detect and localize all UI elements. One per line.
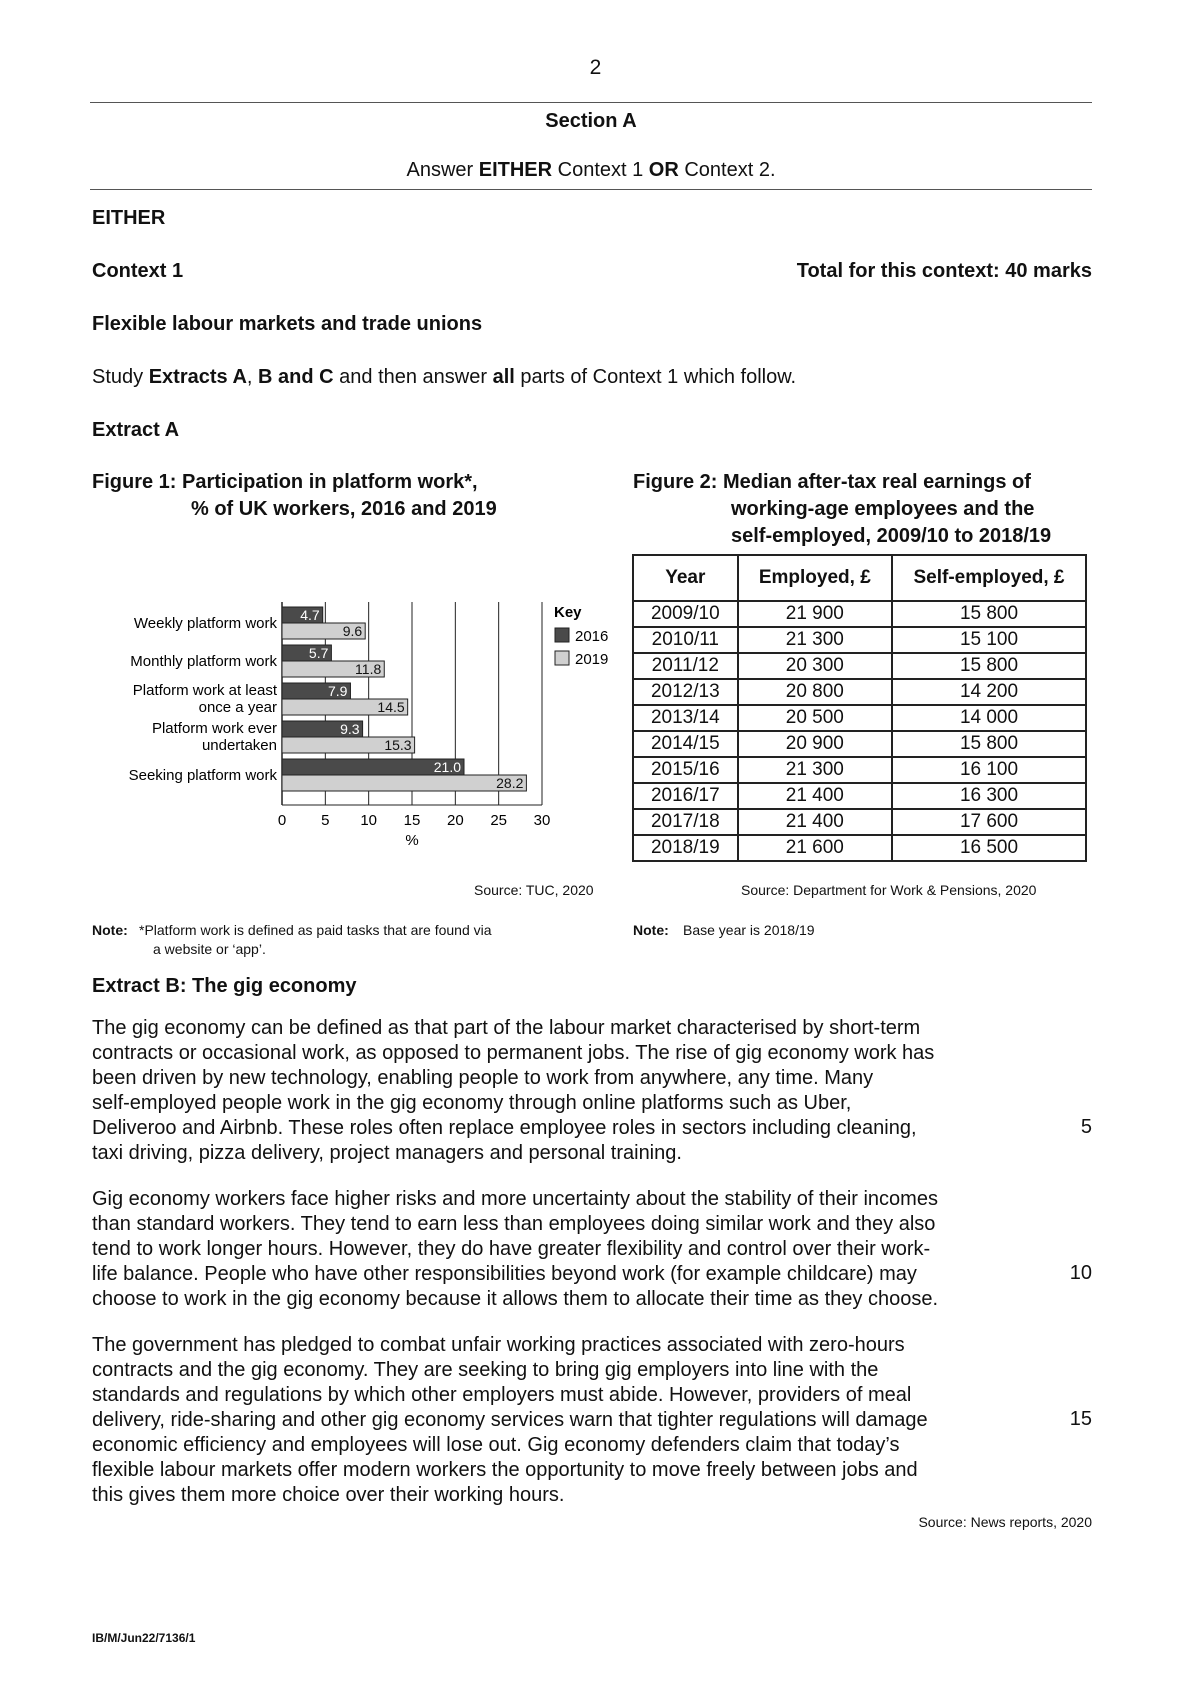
paragraph-line: The government has pledged to combat unfair working practices associated with zero-hours bbox=[92, 1334, 905, 1356]
bar-value-label: 5.7 bbox=[308, 645, 329, 661]
context-label: Context 1 bbox=[92, 260, 184, 282]
chart-x-label: % bbox=[405, 832, 419, 849]
bar-value-label: 15.3 bbox=[384, 737, 412, 753]
bar-value-label: 9.6 bbox=[342, 623, 363, 639]
chart-bars bbox=[282, 607, 526, 791]
paragraph-line: tend to work longer hours. However, they do have greater flexibility and control over their work- bbox=[92, 1238, 931, 1260]
category-label: Weekly platform work bbox=[133, 615, 277, 632]
employed-cell: 21 300 bbox=[738, 627, 892, 653]
self-employed-cell: 16 500 bbox=[892, 835, 1086, 861]
table-row bbox=[633, 705, 1086, 731]
page-number: 2 bbox=[589, 56, 602, 79]
paragraph-line: life balance. People who have other responsibilities beyond work (for example childcare) may bbox=[92, 1263, 917, 1285]
paragraph-line: flexible labour markets offer modern workers the opportunity to move freely between jobs and bbox=[92, 1459, 918, 1481]
paragraph-line: standards and regulations by which other employers must abide. However, providers of meal bbox=[92, 1384, 912, 1406]
paragraph-line: been driven by new technology, enabling people to work from anywhere, any time. Many bbox=[92, 1067, 874, 1089]
either-label: EITHER bbox=[92, 207, 166, 229]
extract-b-paragraph-3 bbox=[92, 1333, 1062, 1508]
table-row bbox=[633, 731, 1086, 757]
bar-value-label: 9.3 bbox=[340, 721, 360, 737]
study-extracts-bc: B and C bbox=[258, 366, 334, 388]
x-tick-label: 15 bbox=[403, 812, 421, 829]
extract-b-title: Extract B: The gig economy bbox=[92, 975, 357, 997]
table-row bbox=[633, 783, 1086, 809]
year-cell: 2013/14 bbox=[633, 705, 738, 731]
year-cell: 2018/19 bbox=[633, 835, 738, 861]
paragraph-line: this gives them more choice over their working hours. bbox=[92, 1484, 565, 1506]
paragraph-line: The gig economy can be defined as that part of the labour market characterised by short-term bbox=[92, 1017, 921, 1039]
year-cell: 2017/18 bbox=[633, 809, 738, 835]
employed-cell: 21 600 bbox=[738, 835, 892, 861]
table-row bbox=[633, 757, 1086, 783]
category-label: Platform work at least bbox=[132, 682, 277, 699]
self-employed-cell: 14 200 bbox=[892, 679, 1086, 705]
bar-2019-5 bbox=[282, 775, 526, 791]
table-row bbox=[633, 601, 1086, 627]
chart-category-labels bbox=[129, 615, 278, 784]
bar-value-label: 4.7 bbox=[300, 607, 320, 623]
bar-value-label: 7.9 bbox=[327, 683, 348, 699]
figure1-note-line2: a website or ‘app’. bbox=[153, 941, 266, 957]
category-label: Seeking platform work bbox=[128, 767, 277, 784]
table-row bbox=[633, 809, 1086, 835]
study-all: all bbox=[492, 366, 515, 388]
category-label: undertaken bbox=[201, 737, 277, 754]
paragraph-line: choose to work in the gig economy because it allows them to allocate their time as they choose. bbox=[92, 1288, 939, 1310]
year-cell: 2012/13 bbox=[633, 679, 738, 705]
bar-value-label: 11.8 bbox=[355, 661, 382, 677]
x-tick-label: 25 bbox=[490, 812, 508, 829]
study-instruction bbox=[92, 366, 796, 389]
figure1-title-line2: % of UK workers, 2016 and 2019 bbox=[191, 498, 497, 520]
bar-value-label: 21.0 bbox=[433, 759, 461, 775]
table-row bbox=[633, 835, 1086, 861]
bar-value-label: 28.2 bbox=[496, 775, 524, 791]
instruction-either: EITHER bbox=[478, 159, 553, 181]
x-tick-label: 10 bbox=[360, 812, 378, 829]
instruction-line bbox=[90, 159, 1092, 182]
employed-cell: 20 900 bbox=[738, 731, 892, 757]
study-text: , bbox=[246, 366, 259, 388]
legend-title: Key bbox=[554, 604, 582, 621]
context-total: Total for this context: 40 marks bbox=[796, 260, 1092, 282]
x-tick-label: 5 bbox=[321, 812, 330, 829]
context-title: Flexible labour markets and trade unions bbox=[92, 313, 483, 335]
figure1-chart bbox=[92, 590, 632, 850]
employed-cell: 21 300 bbox=[738, 757, 892, 783]
table-header-employed: Employed, £ bbox=[738, 555, 892, 601]
employed-cell: 20 500 bbox=[738, 705, 892, 731]
line-number-5: 5 bbox=[1080, 1116, 1092, 1138]
year-cell: 2011/12 bbox=[633, 653, 738, 679]
extract-a-label: Extract A bbox=[92, 419, 180, 441]
extract-b-paragraph-1 bbox=[92, 1016, 1062, 1166]
footer-code: IB/M/Jun22/7136/1 bbox=[92, 1631, 196, 1645]
study-text: parts of Context 1 which follow. bbox=[514, 366, 797, 388]
paragraph-line: Deliveroo and Airbnb. These roles often replace employee roles in sectors including cleaning, bbox=[92, 1117, 917, 1139]
self-employed-cell: 17 600 bbox=[892, 809, 1086, 835]
x-tick-label: 20 bbox=[446, 812, 464, 829]
table-row bbox=[633, 653, 1086, 679]
figure2-source: Source: Department for Work & Pensions, 2020 bbox=[741, 882, 1037, 898]
figure2-title-line1: Figure 2: Median after-tax real earnings of bbox=[633, 471, 1031, 493]
chart-legend bbox=[554, 604, 608, 668]
self-employed-cell: 16 300 bbox=[892, 783, 1086, 809]
year-cell: 2014/15 bbox=[633, 731, 738, 757]
instruction-text: Context 2. bbox=[678, 159, 776, 181]
figure1-title-line1: Figure 1: Participation in platform work*, bbox=[92, 471, 478, 493]
employed-cell: 21 400 bbox=[738, 809, 892, 835]
figure1-source: Source: TUC, 2020 bbox=[474, 882, 594, 898]
paragraph-line: taxi driving, pizza delivery, project managers and personal training. bbox=[92, 1142, 682, 1164]
paragraph-line: delivery, ride-sharing and other gig economy services warn that tighter regulations will damage bbox=[92, 1409, 928, 1431]
earnings-table bbox=[632, 554, 1087, 862]
top-divider bbox=[90, 102, 1092, 103]
extract-b-paragraph-2 bbox=[92, 1187, 1062, 1312]
self-employed-cell: 15 800 bbox=[892, 601, 1086, 627]
figure1-note-label: Note: bbox=[92, 922, 128, 938]
legend-swatch-2019 bbox=[555, 651, 569, 665]
employed-cell: 21 900 bbox=[738, 601, 892, 627]
paragraph-line: contracts and the gig economy. They are seeking to bring gig employers into line with the bbox=[92, 1359, 879, 1381]
instruction-or: OR bbox=[648, 159, 679, 181]
year-cell: 2010/11 bbox=[633, 627, 738, 653]
instruction-text: Context 1 bbox=[552, 159, 649, 181]
chart-x-ticks bbox=[278, 812, 551, 829]
table-header-row bbox=[633, 555, 1086, 601]
section-divider bbox=[90, 189, 1092, 190]
category-label: Platform work ever bbox=[151, 720, 277, 737]
self-employed-cell: 15 800 bbox=[892, 653, 1086, 679]
paragraph-line: than standard workers. They tend to earn less than employees doing similar work and they also bbox=[92, 1213, 936, 1235]
legend-label-2019: 2019 bbox=[575, 651, 609, 668]
figure2-note-label: Note: bbox=[633, 922, 669, 938]
figure2-title-line3: self-employed, 2009/10 to 2018/19 bbox=[731, 525, 1052, 547]
legend-swatch-2016 bbox=[555, 628, 569, 642]
study-extracts: Extracts A bbox=[148, 366, 247, 388]
self-employed-cell: 14 000 bbox=[892, 705, 1086, 731]
year-cell: 2015/16 bbox=[633, 757, 738, 783]
extract-b-source: Source: News reports, 2020 bbox=[918, 1514, 1092, 1530]
self-employed-cell: 15 800 bbox=[892, 731, 1086, 757]
paragraph-line: self-employed people work in the gig economy through online platforms such as Uber, bbox=[92, 1092, 852, 1114]
study-text: Study bbox=[92, 366, 149, 388]
year-cell: 2016/17 bbox=[633, 783, 738, 809]
self-employed-cell: 15 100 bbox=[892, 627, 1086, 653]
section-title: Section A bbox=[545, 110, 637, 132]
self-employed-cell: 16 100 bbox=[892, 757, 1086, 783]
x-tick-label: 30 bbox=[533, 812, 551, 829]
paragraph-line: economic efficiency and employees will lose out. Gig economy defenders claim that today’s bbox=[92, 1434, 900, 1456]
table-row bbox=[633, 679, 1086, 705]
table-body bbox=[633, 601, 1086, 861]
employed-cell: 20 800 bbox=[738, 679, 892, 705]
legend-label-2016: 2016 bbox=[575, 628, 609, 645]
x-tick-label: 0 bbox=[277, 812, 287, 829]
employed-cell: 20 300 bbox=[738, 653, 892, 679]
paragraph-line: Gig economy workers face higher risks and more uncertainty about the stability of their incomes bbox=[92, 1188, 938, 1210]
figure2-note-text: Base year is 2018/19 bbox=[683, 922, 815, 938]
bar-value-label: 14.5 bbox=[377, 699, 405, 715]
year-cell: 2009/10 bbox=[633, 601, 738, 627]
table-header-year: Year bbox=[633, 555, 738, 601]
study-text: and then answer bbox=[333, 366, 493, 388]
line-number-15: 15 bbox=[1069, 1408, 1092, 1430]
paragraph-line: contracts or occasional work, as opposed to permanent jobs. The rise of gig economy work has bbox=[92, 1042, 935, 1064]
table-header-self-employed: Self-employed, £ bbox=[892, 555, 1086, 601]
table-row bbox=[633, 627, 1086, 653]
figure1-note-line1: *Platform work is defined as paid tasks that are found via bbox=[139, 922, 492, 938]
category-label: once a year bbox=[198, 699, 277, 716]
line-number-10: 10 bbox=[1069, 1262, 1092, 1284]
employed-cell: 21 400 bbox=[738, 783, 892, 809]
category-label: Monthly platform work bbox=[130, 653, 277, 670]
figure2-title-line2: working-age employees and the bbox=[731, 498, 1035, 520]
instruction-text: Answer bbox=[406, 159, 479, 181]
